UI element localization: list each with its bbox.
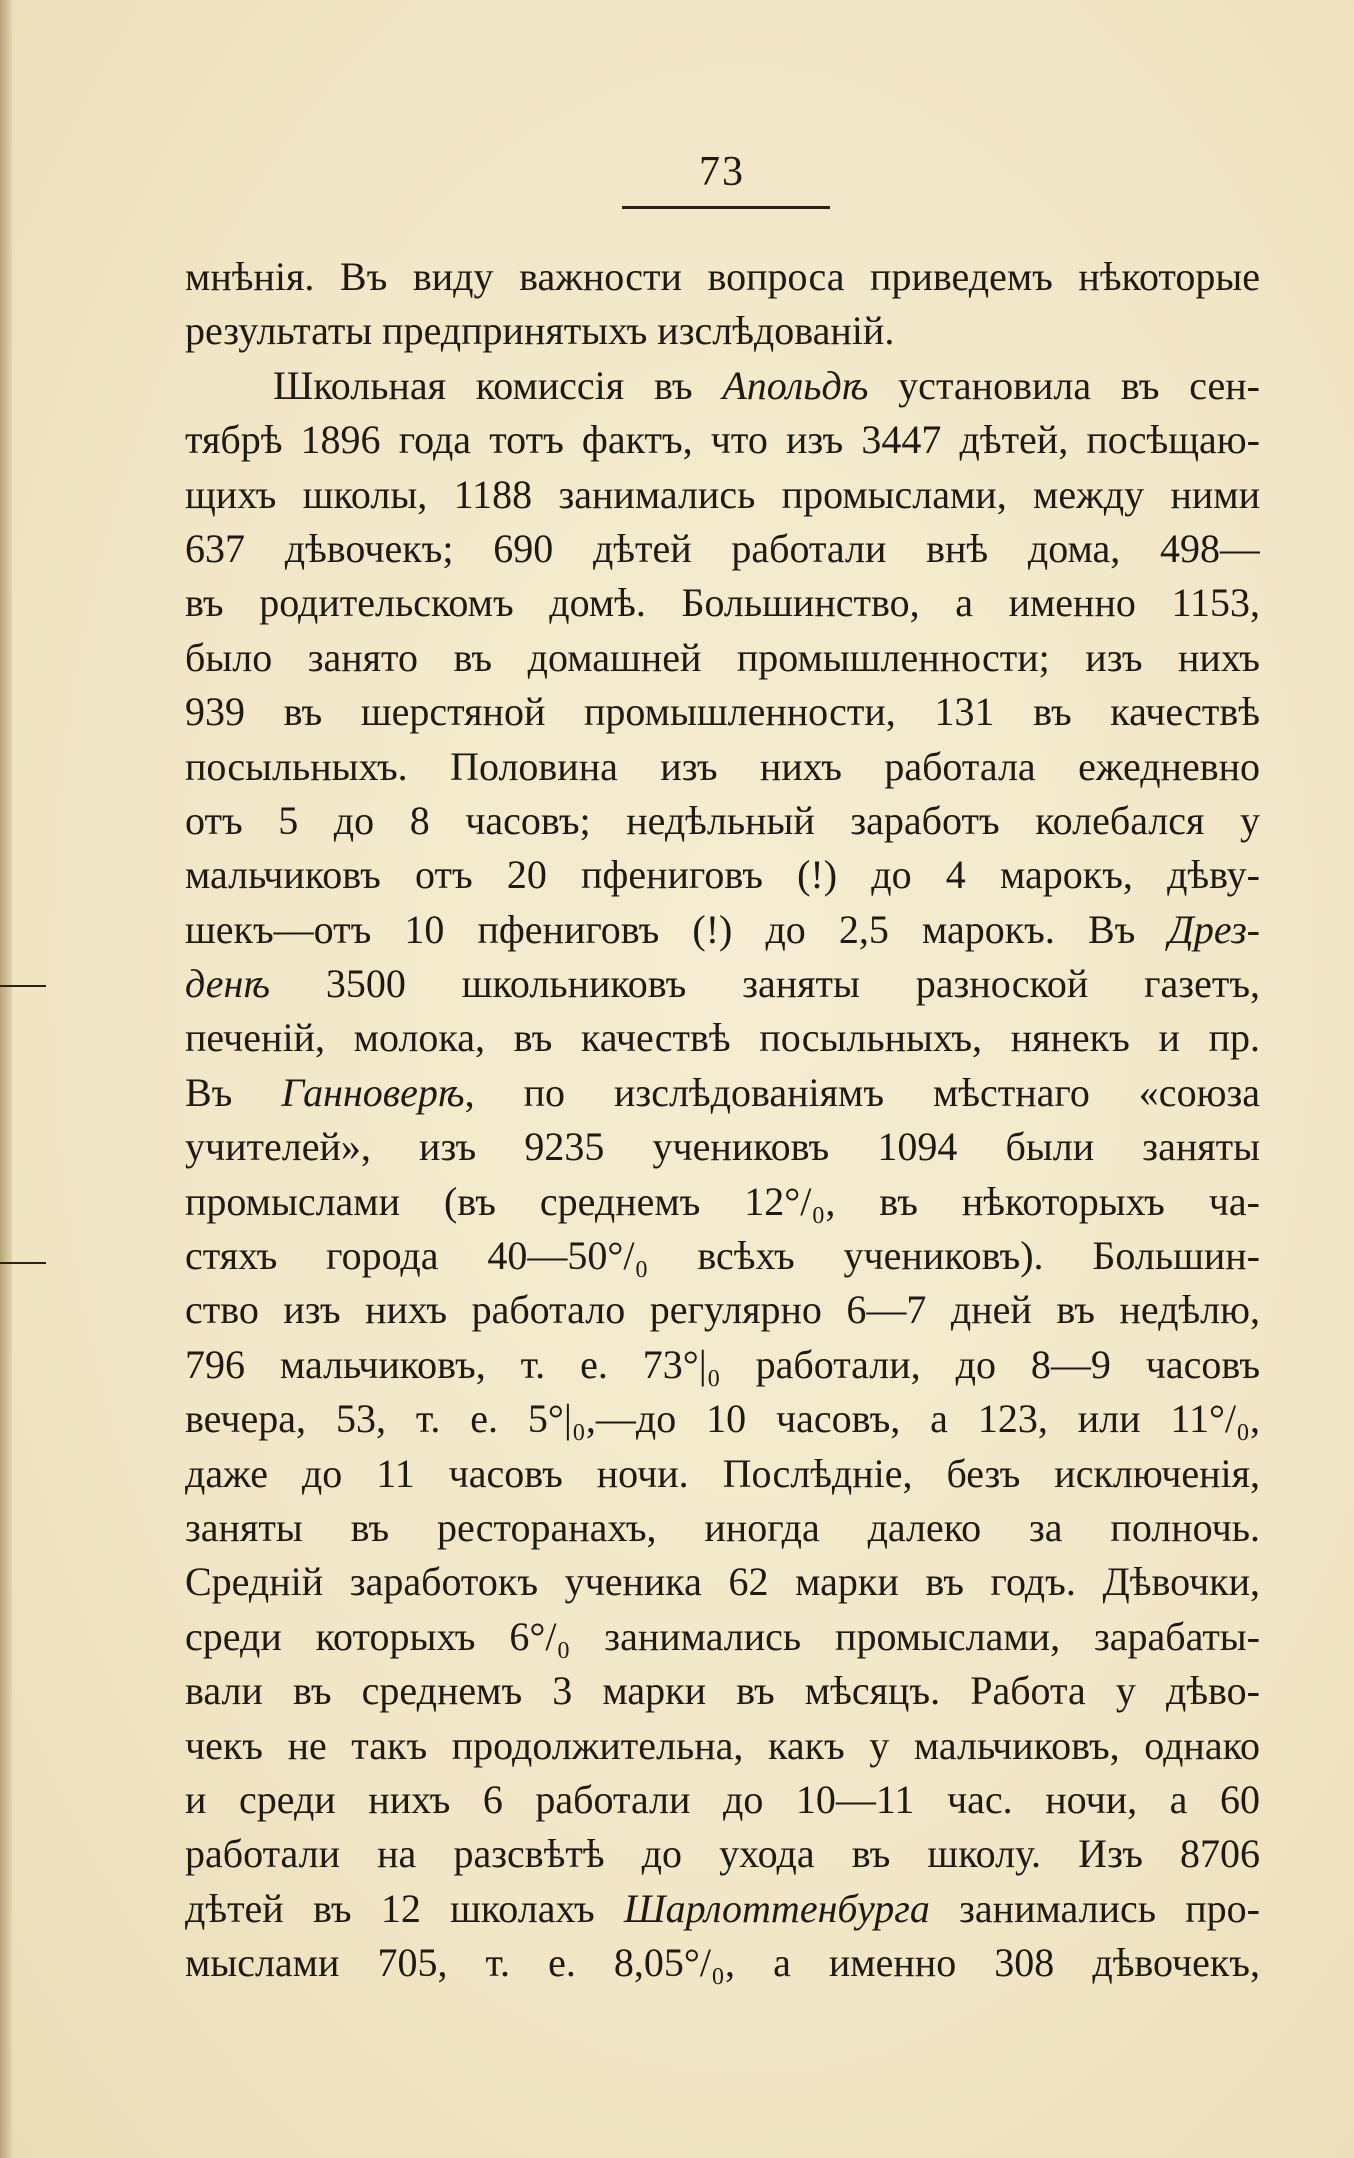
- text-line: [185, 685, 1260, 739]
- text-line: [185, 359, 1260, 413]
- text-segment: 637 дѣвочекъ; 690 дѣтей работали внѣ дома, 498—: [185, 525, 1260, 571]
- text-line: [185, 1773, 1260, 1827]
- text-segment: въ родительскомъ домѣ. Большинство, а именно 1153,: [185, 580, 1260, 626]
- text-line: [185, 631, 1260, 685]
- text-line: [185, 468, 1260, 522]
- text-line: [185, 1719, 1260, 1773]
- text-segment: печеній, молока, въ качествѣ посыльныхъ, нянекъ и пр.: [185, 1015, 1260, 1061]
- text-line: [185, 1936, 1260, 1990]
- text-line: [185, 1120, 1260, 1174]
- text-line: [185, 957, 1260, 1011]
- text-line: [185, 413, 1260, 467]
- text-segment: установила въ сен-: [868, 362, 1260, 408]
- text-line: [185, 1447, 1260, 1501]
- text-segment: занимались про-: [929, 1885, 1260, 1931]
- text-segment: , по изслѣдованіямъ мѣстнаго «союза: [464, 1069, 1260, 1115]
- text-segment: заняты въ ресторанахъ, иногда далеко за полночь.: [185, 1504, 1260, 1550]
- text-segment: результаты предпринятыхъ изслѣдованій.: [185, 308, 895, 354]
- text-line: [185, 848, 1260, 902]
- italic-place-name: Дрез-: [1168, 906, 1260, 952]
- page-binding-edge: [0, 0, 12, 2158]
- text-line: [185, 794, 1260, 848]
- text-line: [185, 576, 1260, 630]
- italic-place-name: денѣ: [185, 961, 270, 1007]
- text-segment: стяхъ города 40—50°/₀ всѣхъ учениковъ). Большин-: [185, 1233, 1260, 1279]
- text-segment: Средній заработокъ ученика 62 марки въ годъ. Дѣвочки,: [185, 1559, 1260, 1605]
- text-segment: посыльныхъ. Половина изъ нихъ работала ежедневно: [185, 743, 1260, 789]
- italic-place-name: Шарлоттенбурга: [623, 1885, 930, 1931]
- text-line: [185, 1011, 1260, 1065]
- text-segment: щихъ школы, 1188 занимались промыслами, между ними: [185, 471, 1260, 517]
- text-line: [185, 1338, 1260, 1392]
- text-line: [185, 1392, 1260, 1446]
- text-segment: было занято въ домашней промышленности; изъ нихъ: [185, 634, 1260, 680]
- text-line: [185, 1827, 1260, 1881]
- text-line: [185, 1501, 1260, 1555]
- text-line: [185, 1882, 1260, 1936]
- text-line: [185, 1066, 1260, 1120]
- text-segment: промыслами (въ среднемъ 12°/₀, въ нѣкоторыхъ ча-: [185, 1178, 1260, 1224]
- italic-place-name: Ганноверѣ: [281, 1069, 465, 1115]
- text-segment: среди которыхъ 6°/₀ занимались промыслами, зарабаты-: [185, 1613, 1260, 1659]
- text-segment: вали въ среднемъ 3 марки въ мѣсяцъ. Работа у дѣво-: [185, 1668, 1260, 1714]
- text-line: [185, 1229, 1260, 1283]
- text-segment: Въ: [185, 1069, 282, 1115]
- text-line: [185, 1610, 1260, 1664]
- edge-mark: [0, 985, 46, 987]
- body-text: [185, 250, 1260, 1991]
- edge-mark: [0, 1262, 46, 1264]
- text-segment: ство изъ нихъ работало регулярно 6—7 дней въ недѣлю,: [185, 1287, 1260, 1333]
- text-line: [185, 1555, 1260, 1609]
- text-segment: чекъ не такъ продолжительна, какъ у мальчиковъ, однако: [185, 1722, 1260, 1768]
- header-rule: [622, 206, 830, 209]
- text-segment: вечера, 53, т. е. 5°|₀,—до 10 часовъ, а 123, или 11°/₀,: [185, 1396, 1260, 1442]
- text-segment: и среди нихъ 6 работали до 10—11 час. ночи, а 60: [185, 1776, 1260, 1822]
- text-segment: тябрѣ 1896 года тотъ фактъ, что изъ 3447 дѣтей, посѣщаю-: [185, 417, 1260, 463]
- text-segment: учителей», изъ 9235 учениковъ 1094 были заняты: [185, 1124, 1260, 1170]
- text-line: [185, 250, 1260, 304]
- text-line: [185, 1175, 1260, 1229]
- page-number: 73: [699, 149, 745, 195]
- text-segment: работали на разсвѣтѣ до ухода въ школу. Изъ 8706: [185, 1831, 1260, 1877]
- text-segment: шекъ—отъ 10 пфениговъ (!) до 2,5 марокъ. Въ: [185, 906, 1169, 952]
- text-segment: мальчиковъ отъ 20 пфениговъ (!) до 4 марокъ, дѣву-: [185, 852, 1260, 898]
- text-segment: 796 мальчиковъ, т. е. 73°|₀ работали, до 8—9 часовъ: [185, 1341, 1260, 1387]
- text-segment: Школьная комиссія въ: [273, 362, 723, 408]
- italic-place-name: Апольдѣ: [722, 362, 869, 408]
- text-line: [185, 1664, 1260, 1718]
- text-segment: мнѣнія. Въ виду важности вопроса приведемъ нѣкоторые: [185, 254, 1260, 299]
- text-segment: даже до 11 часовъ ночи. Послѣдніе, безъ исключенія,: [185, 1450, 1260, 1496]
- text-segment: дѣтей въ 12 школахъ: [185, 1885, 624, 1931]
- text-segment: 939 въ шерстяной промышленности, 131 въ качествѣ: [185, 689, 1260, 735]
- text-line: [185, 522, 1260, 576]
- text-line: [185, 903, 1260, 957]
- text-segment: мыслами 705, т. е. 8,05°/₀, а именно 308 дѣвочекъ,: [185, 1940, 1260, 1986]
- text-line: [185, 1283, 1260, 1337]
- text-line: [185, 304, 1260, 358]
- text-segment: 3500 школьниковъ заняты разноской газетъ,: [270, 961, 1260, 1007]
- text-line: [185, 740, 1260, 794]
- text-segment: отъ 5 до 8 часовъ; недѣльный заработъ колебался у: [185, 797, 1260, 843]
